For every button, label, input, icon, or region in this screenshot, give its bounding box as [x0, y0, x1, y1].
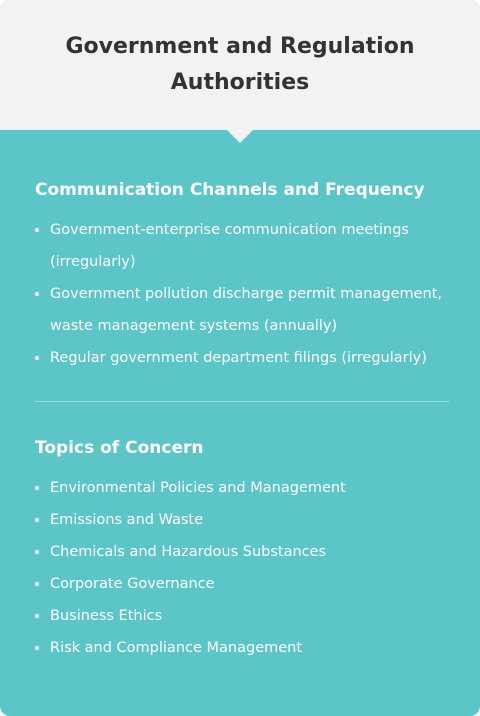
bullet-icon	[35, 486, 39, 490]
list-item-text: Business Ethics	[50, 608, 163, 624]
bullet-icon	[35, 228, 39, 232]
topics-section-title: Topics of Concern	[35, 438, 204, 458]
list-item	[35, 568, 450, 600]
topics-list	[35, 472, 450, 664]
bullet-icon	[35, 550, 39, 554]
list-item	[35, 342, 450, 374]
list-item	[35, 504, 450, 536]
list-item	[35, 600, 450, 632]
channels-section-title: Communication Channels and Frequency	[35, 180, 425, 200]
bullet-icon	[35, 356, 39, 360]
list-item-text: Corporate Governance	[50, 576, 215, 592]
card-header	[0, 0, 480, 130]
channels-list	[35, 214, 450, 374]
card-body	[0, 130, 480, 664]
list-item-text: Government-enterprise communication meetings (irregularly)	[50, 222, 409, 270]
bullet-icon	[35, 518, 39, 522]
list-item-text: Chemicals and Hazardous Substances	[50, 544, 327, 560]
header-pointer-arrow	[227, 130, 253, 143]
list-item	[35, 632, 450, 664]
card-title: Government and Regulation Authorities	[65, 34, 415, 95]
list-item	[35, 536, 450, 568]
bullet-icon	[35, 614, 39, 618]
bullet-icon	[35, 646, 39, 650]
list-item-text: Government pollution discharge permit management, waste management systems (annually)	[50, 286, 443, 334]
list-item	[35, 214, 450, 278]
list-item-text: Environmental Policies and Management	[50, 480, 346, 496]
list-item	[35, 278, 450, 342]
bullet-icon	[35, 292, 39, 296]
list-item-text: Risk and Compliance Management	[50, 640, 303, 656]
list-item-text: Regular government department filings (irregularly)	[50, 350, 427, 366]
list-item	[35, 472, 450, 504]
bullet-icon	[35, 582, 39, 586]
list-item-text: Emissions and Waste	[50, 512, 204, 528]
